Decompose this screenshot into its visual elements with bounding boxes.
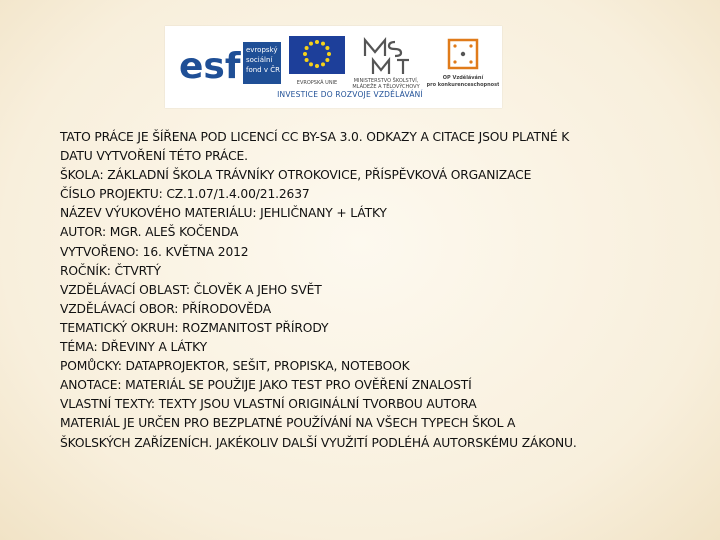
text-line-aids: POMŮCKY: DATAPROJEKTOR, SEŠIT, PROPISKA, NOTEBOOK (60, 359, 410, 374)
esf-logo-text: esf (179, 46, 241, 87)
text-line-author: AUTOR: MGR. ALEŠ KOČENDA (60, 225, 239, 240)
text-line-license-cont: DATU VYTVOŘENÍ TÉTO PRÁCE. (60, 149, 248, 164)
esf-logo (177, 38, 281, 88)
text-line-material-name: NÁZEV VÝUKOVÉHO MATERIÁLU: JEHLIČNANY + LÁTKY (60, 206, 387, 221)
text-line-education-area: VZDĚLÁVACÍ OBLAST: ČLOVĚK A JEHO SVĚT (60, 282, 322, 297)
text-line-grade: ROČNÍK: ČTVRTÝ (60, 263, 161, 278)
op-line-1: OP Vzdělávání (442, 75, 484, 81)
text-line-school: ŠKOLA: ZÁKLADNÍ ŠKOLA TRÁVNÍKY OTROKOVICE, PŘÍSPĚVKOVÁ ORGANIZACE (60, 168, 532, 183)
msmt-logo (351, 34, 421, 89)
text-line-thematic-area: TEMATICKÝ OKRUH: ROZMANITOST PŘÍRODY (60, 320, 329, 335)
op-line-2: pro konkurenceschopnost (427, 82, 499, 88)
text-line-created: VYTVOŘENO: 16. KVĚTNA 2012 (60, 244, 249, 259)
text-line-project-number: ČÍSLO PROJEKTU: CZ.1.07/1.4.00/21.2637 (60, 187, 310, 202)
esf-sub-line-1: evropský (246, 46, 278, 54)
text-line-topic: TÉMA: DŘEVINY A LÁTKY (60, 340, 207, 355)
op-vk-logo (427, 36, 499, 91)
esf-sub-line-2: sociální (246, 56, 273, 64)
msmt-line-2: MLÁDEŽE A TĚLOVÝCHOVY (352, 84, 420, 89)
banner-caption: INVESTICE DO ROZVOJE VZDĚLÁVÁNÍ (277, 90, 423, 99)
eu-label: EVROPSKÁ UNIE (296, 80, 338, 86)
text-line-usage-cont: ŠKOLSKÝCH ZAŘÍZENÍCH. JAKÉKOLIV DALŠÍ VYUŽITÍ PODLÉHÁ AUTORSKÉMU ZÁKONU. (60, 435, 577, 450)
eu-flag-logo (285, 34, 349, 89)
msmt-monogram-icon (365, 40, 409, 74)
text-line-own-texts: VLASTNÍ TEXTY: TEXTY JSOU VLASTNÍ ORIGINÁLNÍ TVORBOU AUTORA (60, 397, 477, 412)
slide-text-content (60, 128, 670, 453)
text-line-usage: MATERIÁL JE URČEN PRO BEZPLATNÉ POUŽÍVÁNÍ NA VŠECH TYPECH ŠKOL A (60, 416, 516, 431)
esf-sub-line-3: fond v ČR (246, 66, 280, 74)
text-line-education-field: VZDĚLÁVACÍ OBOR: PŘÍRODOVĚDA (60, 301, 271, 316)
msmt-line-1: MINISTERSTVO ŠKOLSTVÍ, (353, 78, 419, 84)
logo-banner (165, 26, 502, 108)
text-line-license: TATO PRÁCE JE ŠÍŘENA POD LICENCÍ CC BY-SA 3.0. ODKAZY A CITACE JSOU PLATNÉ K (60, 130, 570, 144)
text-line-annotation: ANOTACE: MATERIÁL SE POUŽIJE JAKO TEST PRO OVĚŘENÍ ZNALOSTÍ (60, 378, 472, 393)
